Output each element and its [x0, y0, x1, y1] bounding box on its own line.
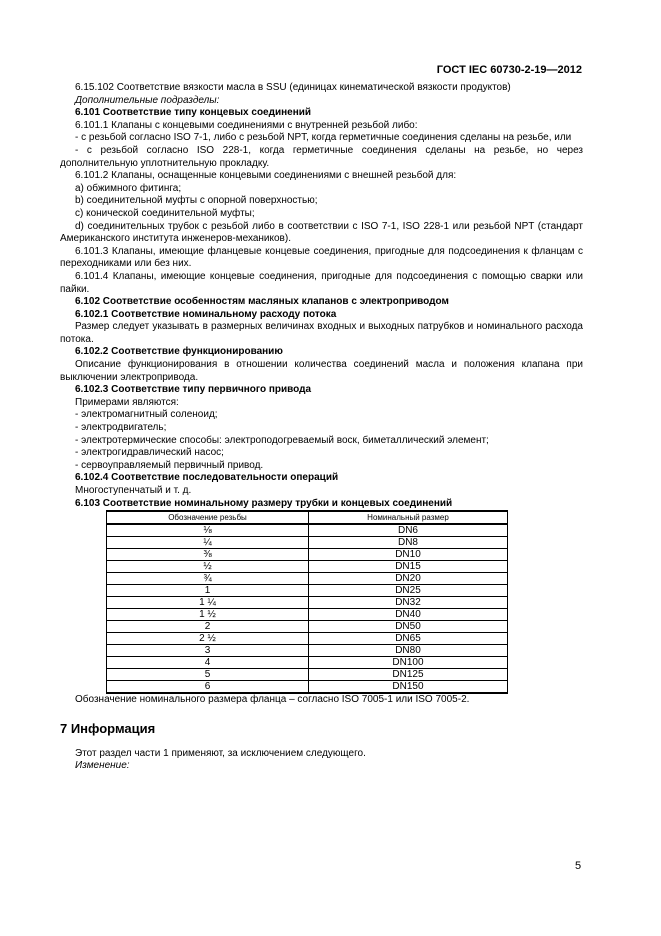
clause-6-101-2: 6.101.2 Клапаны, оснащенные концевыми соединениями с внешней резьбой для:: [75, 170, 457, 182]
change-label: Изменение:: [75, 760, 130, 772]
column-header-thread: Обозначение резьбы: [107, 511, 309, 524]
nominal-size-cell: DN40: [309, 609, 508, 621]
clause-6-102-4: Многоступенчатый и т. д.: [75, 485, 192, 496]
page-number: 5: [575, 860, 582, 872]
thread-designation-cell: 2: [107, 621, 309, 633]
list-item: - электрогидравлический насос;: [75, 447, 224, 459]
clause-6-101-1-item-a: - с резьбой согласно ISO 7-1, либо с резьбой NPT, когда герметичные соединения сделаны на резьбе, или: [75, 132, 572, 144]
clause-6-101-4: 6.101.4 Клапаны, имеющие концевые соединения, пригодные для подсоединения с помощью сварки или пайки.: [60, 270, 583, 295]
clause-6-101-2-item-d: d) соединительных трубок с резьбой либо в соответствии с ISO 7-1, ISO 228-1 или резьбой NPT (стандарт Американского института инженеров-механиков).: [60, 220, 583, 245]
clause-6-101-2-item-a: а) обжимного фитинга;: [75, 182, 182, 194]
table-row: [107, 585, 508, 597]
table-row: [107, 669, 508, 681]
clause-6-101-1: 6.101.1 Клапаны с концевыми соединениями с внутренней резьбой либо:: [75, 119, 418, 131]
table-row: [107, 645, 508, 657]
clause-6-101-3: 6.101.3 Клапаны, имеющие фланцевые концевые соединения, пригодные для подсоединения к фланцам с переходниками или без них.: [60, 245, 583, 270]
clause-6-102-1: Размер следует указывать в размерных величинах входных и выходных патрубков и номинального расхода потока.: [60, 321, 583, 345]
nominal-size-cell: DN50: [309, 621, 508, 633]
table-row: [107, 597, 508, 609]
clause-6-15-102: 6.15.102 Соответствие вязкости масла в SSU (единицах кинематической вязкости продуктов): [75, 82, 511, 93]
nominal-size-cell: DN80: [309, 645, 508, 657]
nominal-size-cell: DN8: [309, 537, 508, 549]
additional-subsections-label: Дополнительные подразделы:: [75, 94, 220, 106]
heading-6-102-2: 6.102.2 Соответствие функционированию: [75, 346, 283, 358]
thread-designation-cell: 1 ½: [107, 609, 309, 621]
thread-designation-cell: ⅜: [107, 549, 309, 561]
heading-section-7: 7 Информация: [60, 720, 156, 736]
nominal-size-cell: DN65: [309, 633, 508, 645]
heading-6-102-1: 6.102.1 Соответствие номинальному расходу потока: [75, 308, 337, 320]
nominal-size-cell: DN15: [309, 561, 508, 573]
table-row: [107, 633, 508, 645]
heading-6-103: 6.103 Соответствие номинальному размеру трубки и концевых соединений: [75, 497, 453, 509]
thread-designation-cell: 5: [107, 669, 309, 681]
nominal-size-cell: DN100: [309, 657, 508, 669]
nominal-size-cell: DN6: [309, 524, 508, 537]
clause-6-102-2: Описание функционирования в отношении количества соединений масла и положения клапана при выключении электропривода.: [60, 359, 583, 383]
table-row: [107, 524, 508, 537]
thread-designation-cell: 2 ½: [107, 633, 309, 645]
nominal-size-cell: DN32: [309, 597, 508, 609]
thread-designation-cell: 1: [107, 585, 309, 597]
thread-designation-cell: 3: [107, 645, 309, 657]
thread-designation-cell: ⅛: [107, 524, 309, 537]
list-item: - электротермические способы: электроподогреваемый воск, биметаллический элемент;: [75, 434, 489, 446]
thread-designation-cell: ¼: [107, 537, 309, 549]
flange-note: Обозначение номинального размера фланца – согласно ISO 7005-1 или ISO 7005-2.: [75, 694, 470, 706]
heading-6-102-4: 6.102.4 Соответствие последовательности операций: [75, 472, 339, 484]
nominal-size-cell: DN150: [309, 681, 508, 694]
clause-6-101-2-item-b: b) соединительной муфты с опорной поверхностью;: [75, 195, 318, 207]
list-item: - сервоуправляемый первичный привод.: [75, 459, 264, 471]
table-body: [107, 524, 508, 693]
nominal-size-cell: DN20: [309, 573, 508, 585]
document-id-header: ГОСТ IEC 60730-2-19—2012: [436, 64, 582, 76]
list-item: - электродвигатель;: [75, 422, 167, 434]
nominal-size-cell: DN25: [309, 585, 508, 597]
heading-6-101: 6.101 Соответствие типу концевых соединений: [75, 107, 312, 119]
table-row: [107, 609, 508, 621]
table-row: [107, 561, 508, 573]
table-row: [107, 537, 508, 549]
heading-6-102: 6.102 Соответствие особенностям масляных клапанов с электроприводом: [75, 296, 449, 308]
column-header-nominal-size: Номинальный размер: [309, 511, 508, 524]
clause-6-102-3: Примерами являются:: [75, 396, 179, 408]
clause-6-101-1-item-b: - с резьбой согласно ISO 228-1, когда герметичные соединения сделаны на резьбе, но через дополнительную уплотнительную прокладку.: [60, 144, 583, 169]
thread-designation-cell: ¾: [107, 573, 309, 585]
nominal-size-cell: DN10: [309, 549, 508, 561]
thread-size-table: [106, 510, 508, 694]
table-header-row: [107, 511, 508, 524]
nominal-size-cell: DN125: [309, 669, 508, 681]
thread-designation-cell: 1 ¼: [107, 597, 309, 609]
clause-6-101-2-item-c: с) конической соединительной муфты;: [75, 207, 255, 219]
list-item: - электромагнитный соленоид;: [75, 409, 218, 421]
table-row: [107, 549, 508, 561]
thread-designation-cell: 6: [107, 681, 309, 694]
thread-designation-cell: ½: [107, 561, 309, 573]
section-7-text: Этот раздел части 1 применяют, за исключением следующего.: [75, 747, 366, 759]
thread-designation-cell: 4: [107, 657, 309, 669]
heading-6-102-3: 6.102.3 Соответствие типу первичного привода: [75, 384, 312, 396]
page-content: [60, 82, 583, 773]
table-row: [107, 621, 508, 633]
table-row: [107, 657, 508, 669]
table-row: [107, 681, 508, 694]
table-row: [107, 573, 508, 585]
